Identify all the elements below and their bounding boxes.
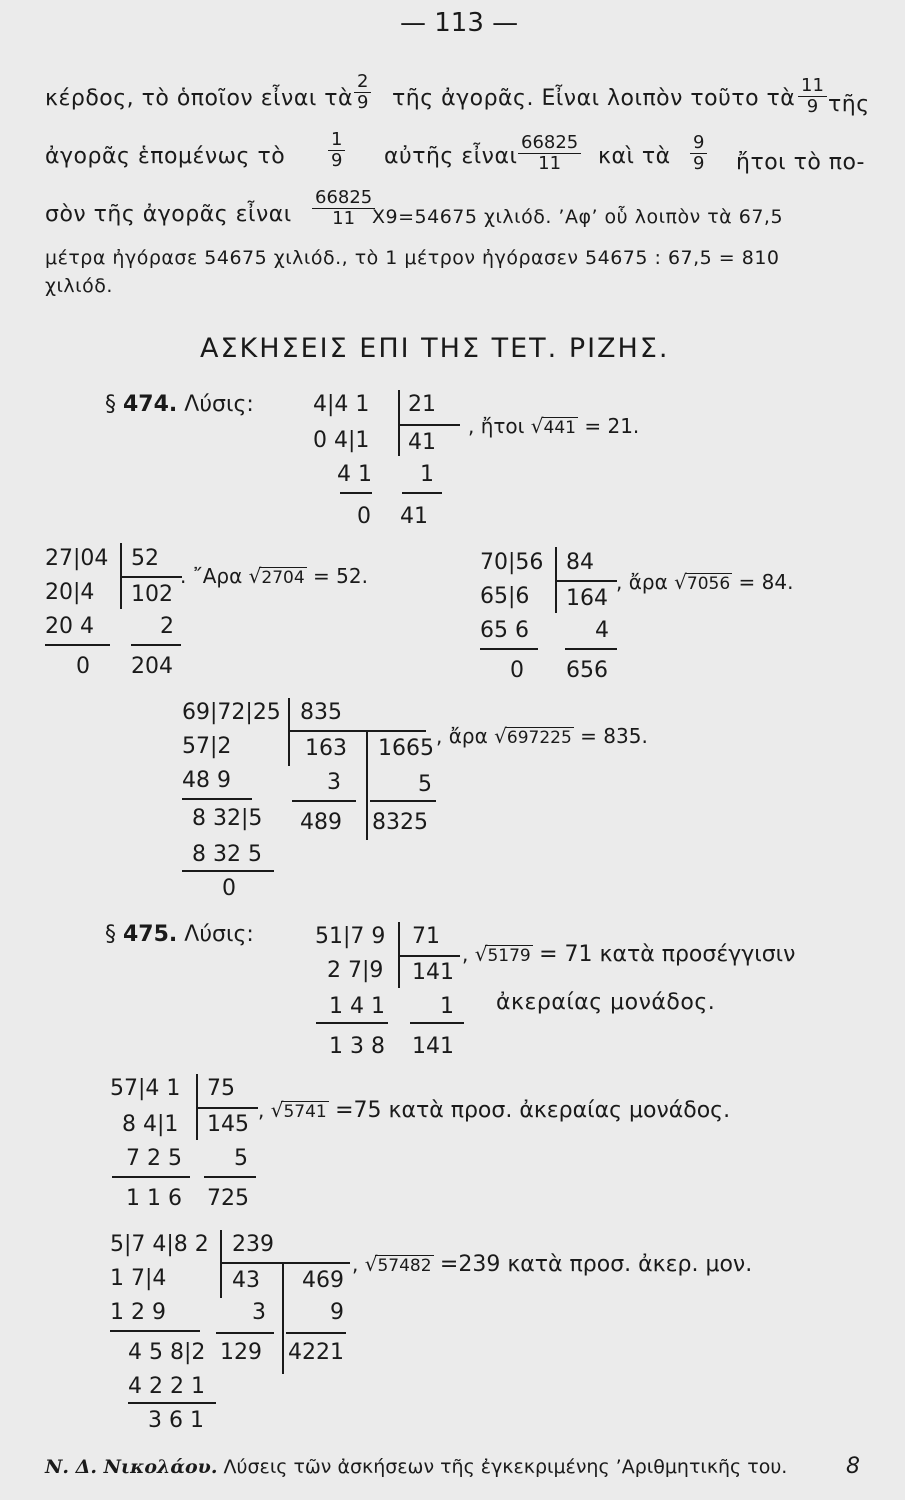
paragraph-line-2a: ἀγορᾶς ἑπομένως τὸ (45, 144, 286, 169)
ex7056-r2: 65|6 (480, 584, 530, 609)
s474-rule-b (402, 492, 442, 494)
ex2704-c2: 102 (131, 582, 173, 607)
ex57482-r6: 3 6 1 (148, 1408, 204, 1433)
ex57482-rule-a (110, 1330, 200, 1332)
ex57482-rule-c (286, 1332, 346, 1334)
s475-rule-a (316, 1022, 388, 1024)
ex7056-c3: 4 (595, 618, 609, 643)
ex7056-c1: 84 (566, 550, 594, 575)
footer-text: Λύσεις τῶν ἀσκήσεων τῆς ἐγκεκριμένης ’Αριθμητικῆς του. (223, 1456, 788, 1478)
ex5741-rule-a (112, 1176, 190, 1178)
ex2704-r4: 0 (76, 654, 90, 679)
ex2704-c4: 204 (131, 654, 173, 679)
ex57482-rule-b (216, 1332, 274, 1334)
ex5741-c2: 145 (207, 1112, 249, 1137)
fraction-66825-11: $\frac{66825}{11}$ (518, 133, 581, 174)
s474-rule-a (340, 492, 372, 494)
s474-c3: 1 (420, 462, 434, 487)
ex7056-c2: 164 (566, 586, 608, 611)
paragraph-line-1c: τῆς (828, 92, 870, 117)
s475-r4: 1 3 8 (329, 1034, 385, 1059)
ex57482-result: , √57482 =239 κατὰ προσ. ἀκερ. μον. (352, 1252, 753, 1277)
ex57482-r5: 4 2 2 1 (128, 1374, 205, 1399)
ex2704-r2: 20|4 (45, 580, 95, 605)
s474-c1: 21 (408, 392, 436, 417)
s474-c4: 41 (400, 504, 428, 529)
ex697225-rule-a (182, 798, 252, 800)
s475-hbar (398, 955, 460, 957)
s474-c2: 41 (408, 430, 436, 455)
ex5741-result: , √5741 =75 κατὰ προσ. ἀκεραίας μονάδος. (258, 1098, 731, 1123)
s475-c3: 1 (440, 994, 454, 1019)
ex57482-d3: 4221 (288, 1340, 344, 1365)
ex697225-d3: 8325 (372, 810, 428, 835)
ex7056-rule-b (565, 648, 617, 650)
ex7056-hbar (555, 580, 617, 582)
s474-r4: 0 (357, 504, 371, 529)
ex2704-c3: 2 (160, 614, 174, 639)
ex2704-rule-a (45, 644, 110, 646)
ex57482-vbar-2 (282, 1262, 284, 1374)
ex697225-r4: 8 32|5 (192, 806, 263, 831)
footer-signature: 8 (846, 1454, 860, 1479)
ex5741-c4: 725 (207, 1186, 249, 1211)
ex7056-r1: 70|56 (480, 550, 544, 575)
ex2704-rule-b (131, 644, 181, 646)
s474-vbar (398, 390, 400, 456)
ex57482-r4: 4 5 8|2 (128, 1340, 206, 1365)
paragraph-line-1a: κέρδος, τὸ ὁποῖον εἶναι τὰ (45, 86, 354, 111)
ex697225-c4: 489 (300, 810, 342, 835)
ex5741-rule-b (204, 1176, 256, 1178)
ex697225-rule-d (182, 870, 274, 872)
fraction-66825-11-b: $\frac{66825}{11}$ (312, 188, 375, 229)
s474-hbar (398, 424, 460, 426)
ex2704-r3: 20 4 (45, 614, 94, 639)
ex57482-d2: 9 (330, 1300, 344, 1325)
ex5741-c1: 75 (207, 1076, 235, 1101)
ex57482-c1: 239 (232, 1232, 274, 1257)
s474-r3: 4 1 (337, 462, 372, 487)
s475-c4: 141 (412, 1034, 454, 1059)
fraction-11-9: $\frac{11}{9}$ (798, 76, 827, 117)
page-number: — 113 — (400, 8, 519, 38)
fraction-1-9: $\frac{1}{9}$ (328, 130, 345, 171)
s474-r2: 0 4|1 (313, 428, 370, 453)
ex57482-r3: 1 2 9 (110, 1300, 166, 1325)
ex697225-c3: 3 (327, 770, 341, 795)
paragraph-line-4: μέτρα ἠγόρασε 54675 χιλιόδ., τὸ 1 μέτρον ἠγόρασεν 54675 : 67,5 = 810 (45, 247, 780, 269)
ex2704-result: . ῎Αρα √2704 = 52. (180, 564, 368, 588)
paragraph-line-2b: αὐτῆς εἶναι (384, 144, 518, 169)
ex5741-r4: 1 1 6 (126, 1186, 182, 1211)
ex57482-r1: 5|7 4|8 2 (110, 1232, 209, 1257)
footer (45, 1456, 787, 1478)
ex697225-rule-c (370, 800, 436, 802)
ex2704-hbar (120, 576, 182, 578)
ex697225-r1: 69|72|25 (182, 700, 281, 725)
ex697225-vbar-2 (366, 730, 368, 840)
s475-r1: 51|7 9 (315, 924, 386, 949)
s474-result: , ἤτοι √441 = 21. (468, 414, 640, 438)
ex697225-d1: 1665 (378, 736, 434, 761)
ex5741-r1: 57|4 1 (110, 1076, 181, 1101)
ex57482-r2: 1 7|4 (110, 1266, 167, 1291)
paragraph-line-3a: σὸν τῆς ἀγορᾶς εἶναι (45, 202, 292, 227)
ex57482-rule-d (128, 1402, 216, 1404)
paragraph-line-3b: X9=54675 χιλιόδ. ’Αφ’ οὗ λοιπὸν τὰ 67,5 (372, 206, 784, 228)
ex57482-c3: 3 (252, 1300, 266, 1325)
ex697225-r2: 57|2 (182, 734, 232, 759)
ex697225-result: , ἄρα √697225 = 835. (436, 724, 648, 748)
s475-r2: 2 7|9 (327, 958, 384, 983)
s475-c2: 141 (412, 960, 454, 985)
footer-author: Ν. Δ. Νικολάου. (45, 1456, 218, 1478)
ex57482-c4: 129 (220, 1340, 262, 1365)
ex57482-c2: 43 (232, 1268, 260, 1293)
fraction-9-9: $\frac{9}{9}$ (690, 133, 707, 174)
paragraph-line-2d: ἤτοι τὸ πο- (736, 150, 865, 175)
ex7056-result: , ἄρα √7056 = 84. (616, 570, 794, 594)
s475-rule-b (410, 1022, 464, 1024)
ex697225-vbar-1 (288, 698, 290, 766)
ex697225-c1: 835 (300, 700, 342, 725)
paragraph-line-2c: καὶ τὰ (598, 144, 671, 169)
section-475-label: § 475. Λύσις: (105, 922, 254, 947)
ex7056-rule-a (480, 648, 538, 650)
fraction-2-9: $\frac{2}{9}$ (354, 72, 371, 113)
paragraph-line-5: χιλιόδ. (45, 275, 113, 297)
ex2704-r1: 27|04 (45, 546, 109, 571)
ex697225-c2: 163 (305, 736, 347, 761)
s475-result: , √5179 = 71 κατὰ προσέγγισιν (462, 942, 796, 967)
ex57482-hbar (220, 1262, 350, 1264)
s474-r1: 4|4 1 (313, 392, 370, 417)
ex2704-c1: 52 (131, 546, 159, 571)
ex697225-r6: 0 (222, 876, 236, 901)
ex697225-r3: 48 9 (182, 768, 231, 793)
s475-result-line-2: ἀκεραίας μονάδος. (496, 990, 716, 1015)
ex7056-c4: 656 (566, 658, 608, 683)
ex697225-r5: 8 32 5 (192, 842, 262, 867)
ex57482-vbar-1 (220, 1230, 222, 1298)
ex5741-r3: 7 2 5 (126, 1146, 182, 1171)
ex697225-d2: 5 (418, 772, 432, 797)
ex5741-hbar (196, 1107, 258, 1109)
ex5741-c3: 5 (234, 1146, 248, 1171)
ex7056-r3: 65 6 (480, 618, 529, 643)
ex5741-r2: 8 4|1 (122, 1112, 179, 1137)
ex7056-r4: 0 (510, 658, 524, 683)
s475-c1: 71 (412, 924, 440, 949)
ex57482-d1: 469 (302, 1268, 344, 1293)
paragraph-line-1b: τῆς ἀγορᾶς. Εἶναι λοιπὸν τοῦτο τὰ (392, 86, 796, 111)
ex697225-hbar (288, 730, 426, 732)
ex697225-rule-b (292, 800, 356, 802)
section-heading: ΑΣΚΗΣΕΙΣ ΕΠΙ ΤΗΣ ΤΕΤ. ΡΙΖΗΣ. (200, 333, 670, 364)
s475-r3: 1 4 1 (329, 994, 385, 1019)
section-474-label: § 474. Λύσις: (105, 392, 254, 417)
